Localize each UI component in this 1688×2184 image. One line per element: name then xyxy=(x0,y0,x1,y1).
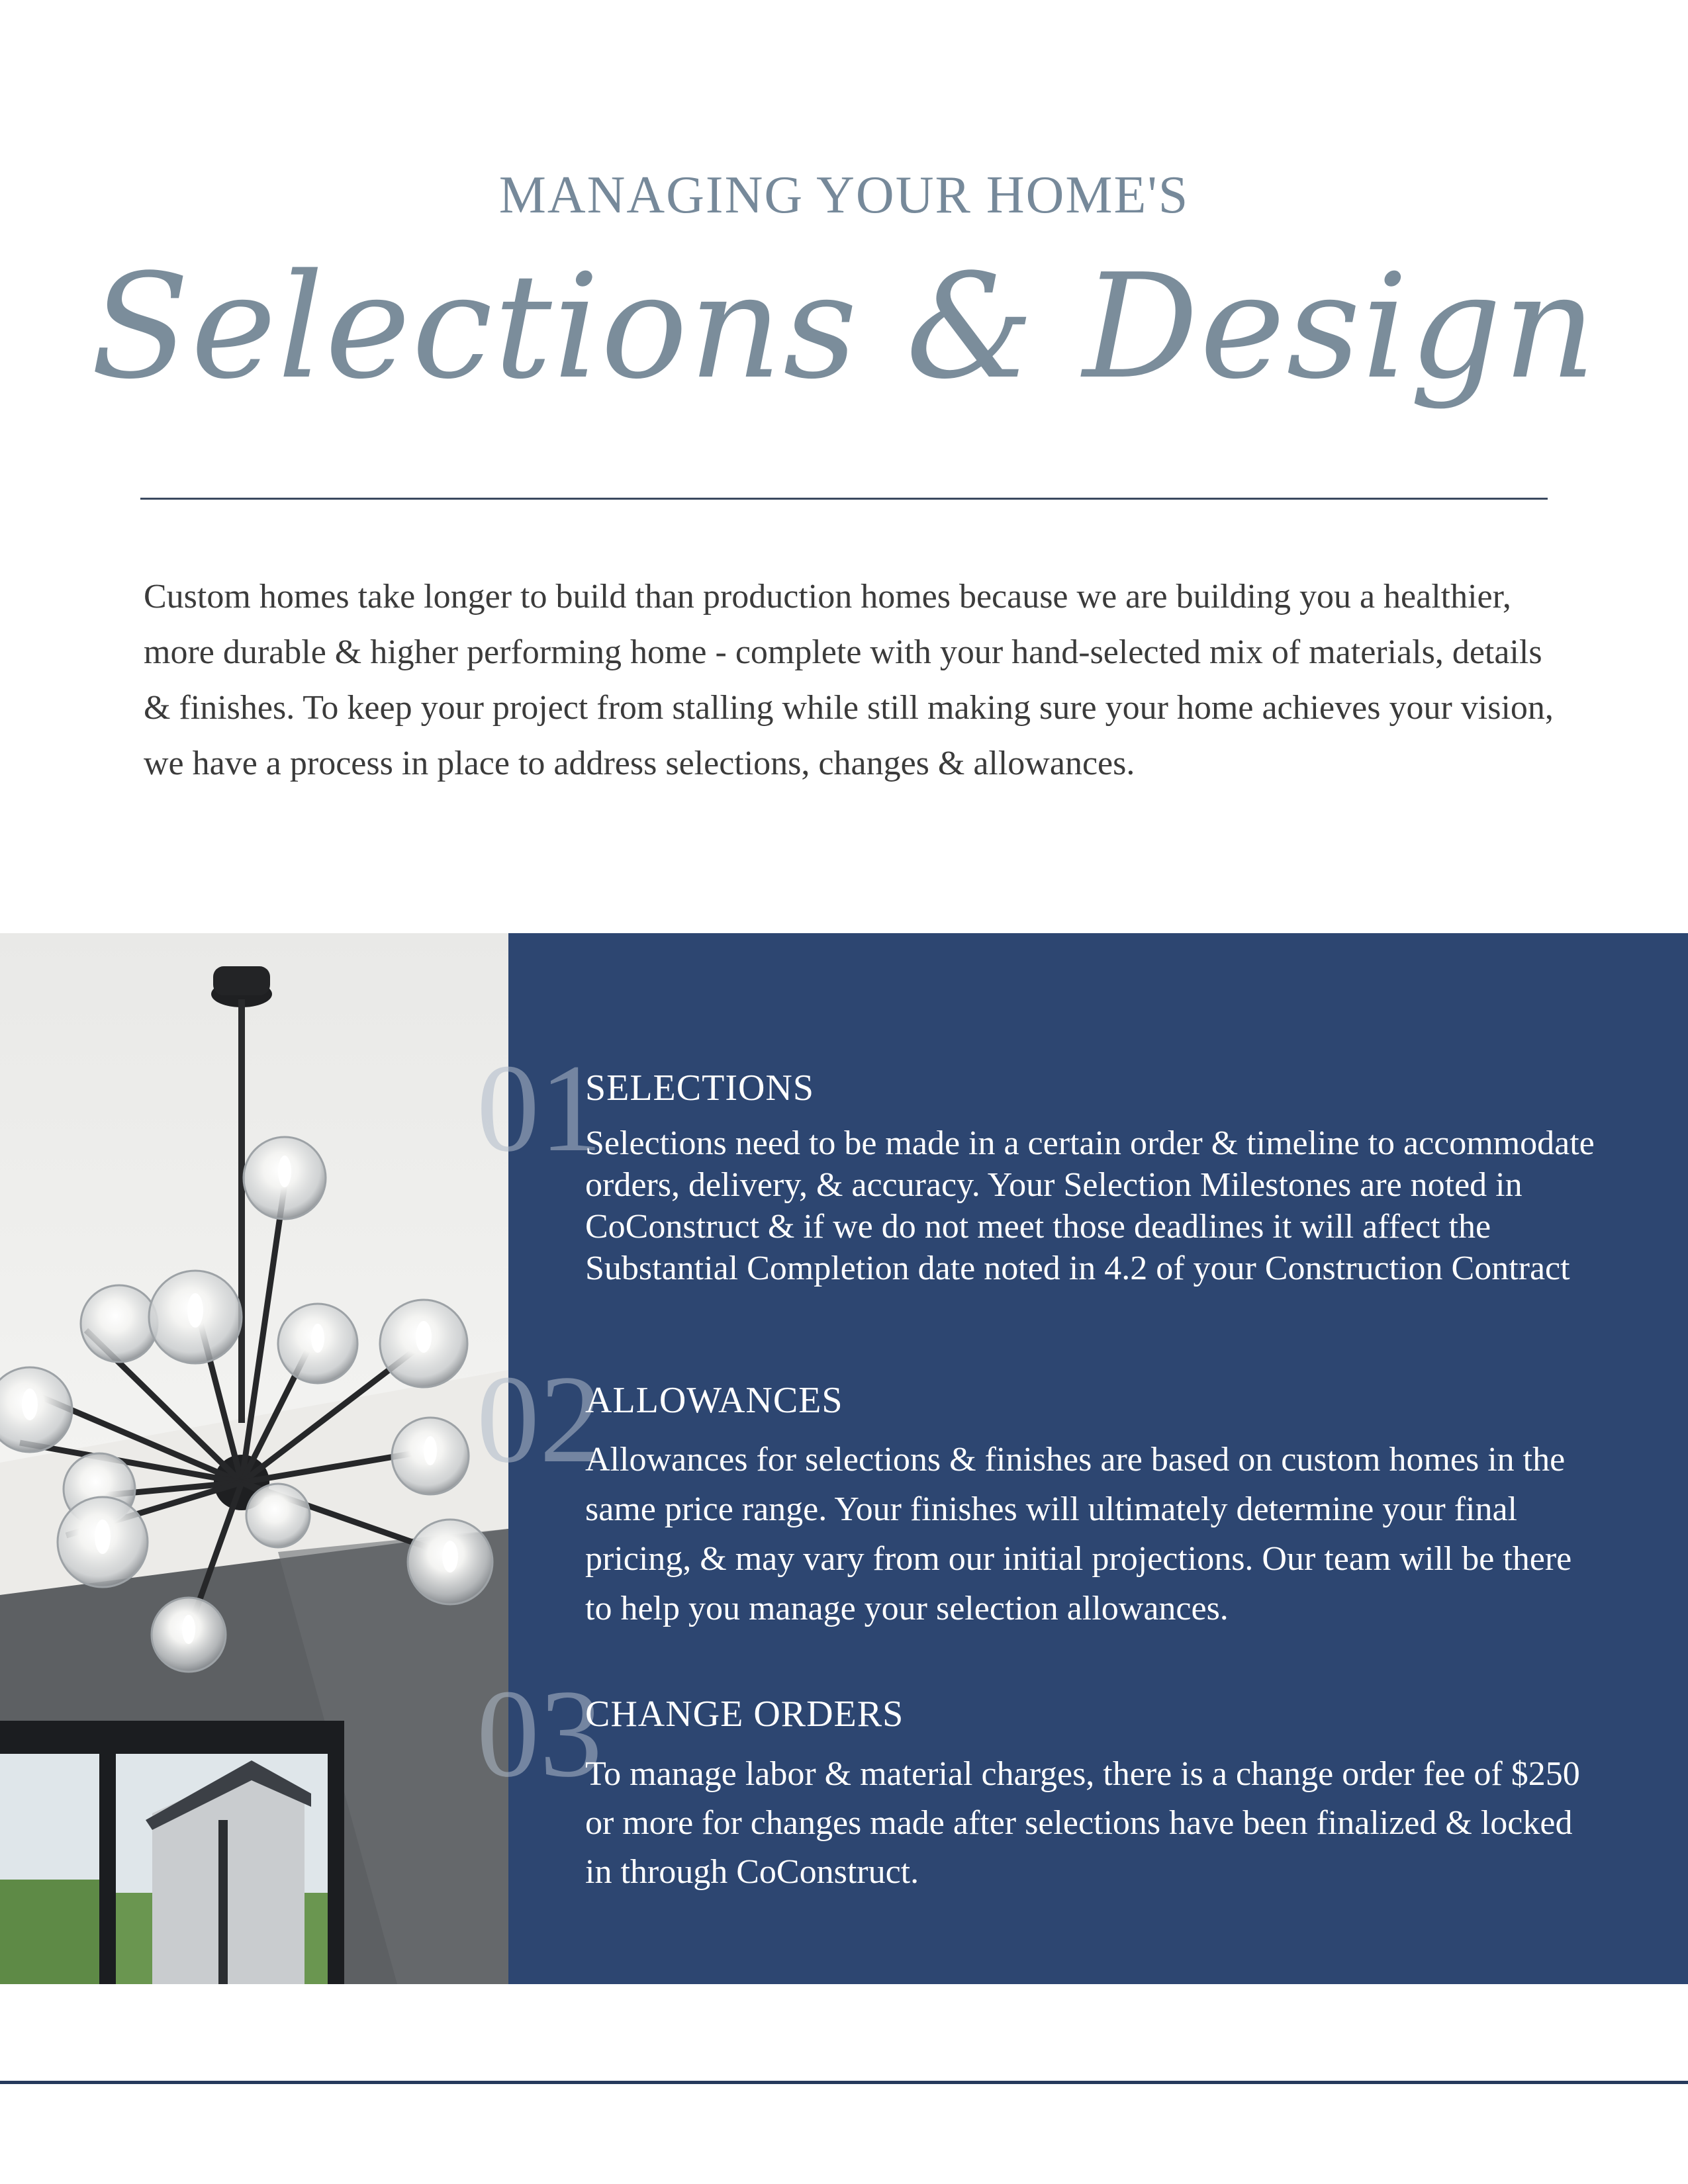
title-divider xyxy=(140,498,1548,500)
page-kicker: MANAGING YOUR HOME'S xyxy=(498,166,1190,224)
section-body-allowances: Allowances for selections & finishes are based on custom homes in the same price range. Your finishes will ultimately determine your final pricing, & may vary from our initial projections. Our team will be there to help you manage your selection allowances. xyxy=(585,1441,1572,1627)
section-heading-change-orders: CHANGE ORDERS xyxy=(585,1694,904,1735)
chandelier-illustration xyxy=(0,933,508,1984)
section-heading-selections: SELECTIONS xyxy=(585,1068,814,1109)
intro-paragraph: Custom homes take longer to build than production homes because we are building you a healthier, more durable & higher performing home - complete with your hand-selected mix of materials, details & finishes. To keep your project from stalling while still making sure your home achieves your vision, we have a process in place to address selections, changes & allowances. xyxy=(144,578,1554,782)
chandelier-photo xyxy=(0,933,508,1984)
section-number-03: 03 xyxy=(477,1664,602,1803)
section-body-selections: Selections need to be made in a certain order & timeline to accommodate orders, delivery, & accuracy. Your Selection Milestones are noted in CoConstruct & if we do not meet those deadlines it will affect the Substantial Completion date noted in 4.2 of your Construction Contract xyxy=(585,1124,1595,1287)
page-title: Selections & Design xyxy=(90,244,1597,411)
section-body-change-orders: To manage labor & material charges, there is a change order fee of $250 or more for changes made after selections have been finalized & locked in through CoConstruct. xyxy=(585,1755,1580,1891)
section-number-01: 01 xyxy=(477,1039,602,1178)
footer-divider xyxy=(0,2081,1688,2084)
section-number-02: 02 xyxy=(477,1350,602,1489)
section-heading-allowances: ALLOWANCES xyxy=(585,1380,843,1421)
